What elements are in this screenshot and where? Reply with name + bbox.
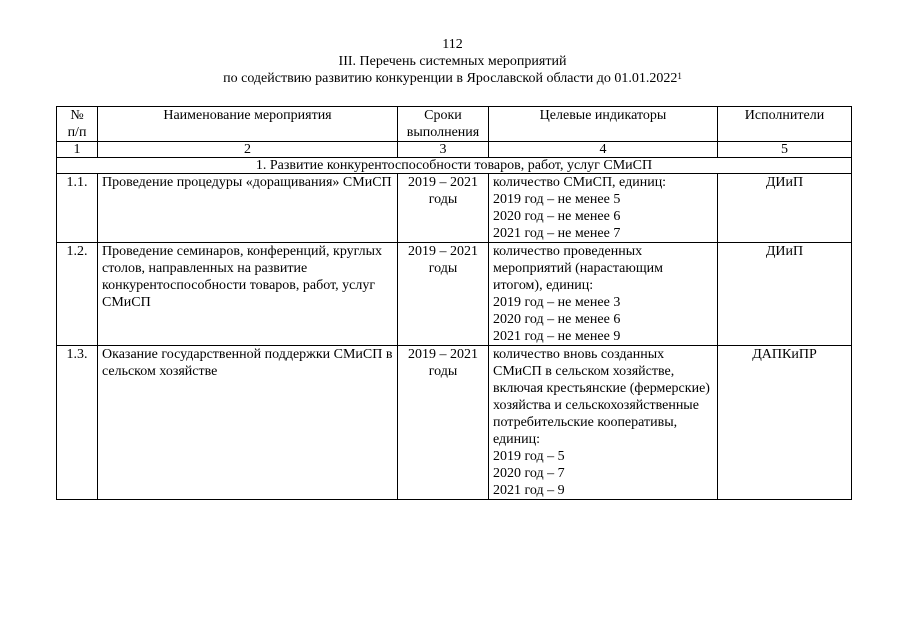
page-number: 112 — [442, 37, 463, 52]
column-index-row — [57, 142, 852, 158]
row-indicators — [489, 346, 718, 500]
row-num: 1.2. — [57, 243, 98, 346]
row-term: 2019 – 2021 годы — [398, 346, 489, 500]
header-term: Сроки выполнения — [398, 107, 489, 142]
table-row — [57, 346, 852, 500]
row-indicators — [489, 174, 718, 243]
indicator-line: 2019 год – 5 — [493, 449, 565, 464]
row-indicators — [489, 243, 718, 346]
indicator-line: 2020 год – не менее 6 — [493, 312, 621, 327]
header-name: Наименование мероприятия — [98, 107, 398, 142]
table-row — [57, 174, 852, 243]
indicator-line: 2019 год – не менее 3 — [493, 295, 621, 310]
indicator-line: 2020 год – 7 — [493, 466, 565, 481]
indicator-line: количество проведенных мероприятий (нарастающим итогом), единиц: — [493, 244, 663, 293]
row-executor: ДАПКиПР — [718, 346, 852, 500]
indicator-line: количество вновь созданных СМиСП в сельском хозяйстве, включая крестьянские (фермерские) хозяйства и сельскохозяйственные потребительские кооперативы, единиц: — [493, 347, 710, 447]
indicator-line: количество СМиСП, единиц: — [493, 175, 667, 190]
column-index-cell: 2 — [98, 142, 398, 158]
indicator-line: 2020 год – не менее 6 — [493, 209, 621, 224]
document-title: III. Перечень системных мероприятий — [338, 54, 567, 69]
row-num: 1.3. — [57, 346, 98, 500]
row-term: 2019 – 2021 годы — [398, 174, 489, 243]
document-subtitle — [0, 70, 905, 88]
section-row — [57, 158, 852, 174]
indicator-line: 2019 год – не менее 5 — [493, 192, 621, 207]
column-index-cell: 5 — [718, 142, 852, 158]
row-executor: ДИиП — [718, 174, 852, 243]
column-index-cell: 4 — [489, 142, 718, 158]
row-name: Проведение семинаров, конференций, круглых столов, направленных на развитие конкурентоспособности товаров, работ, услуг СМиСП — [98, 243, 398, 346]
indicator-line: 2021 год – не менее 9 — [493, 329, 621, 344]
indicator-line: 2021 год – 9 — [493, 483, 565, 498]
row-num: 1.1. — [57, 174, 98, 243]
section-title: 1. Развитие конкурентоспособности товаров, работ, услуг СМиСП — [57, 158, 852, 174]
column-index-cell: 3 — [398, 142, 489, 158]
header-executors: Исполнители — [718, 107, 852, 142]
header-num-label: № п/п — [67, 108, 87, 140]
row-term: 2019 – 2021 годы — [398, 243, 489, 346]
footnote-mark: 1 — [677, 71, 682, 81]
header-indicators: Целевые индикаторы — [489, 107, 718, 142]
events-table — [56, 106, 852, 500]
indicator-line: 2021 год – не менее 7 — [493, 226, 621, 241]
table-header-row — [57, 107, 852, 142]
header-num — [57, 107, 98, 142]
column-index-cell: 1 — [57, 142, 98, 158]
document-subtitle-text: по содействию развитию конкуренции в Ярославской области до 01.01.2022 — [223, 71, 678, 86]
row-executor: ДИиП — [718, 243, 852, 346]
table-row — [57, 243, 852, 346]
row-name: Оказание государственной поддержки СМиСП в сельском хозяйстве — [98, 346, 398, 500]
row-name: Проведение процедуры «доращивания» СМиСП — [98, 174, 398, 243]
